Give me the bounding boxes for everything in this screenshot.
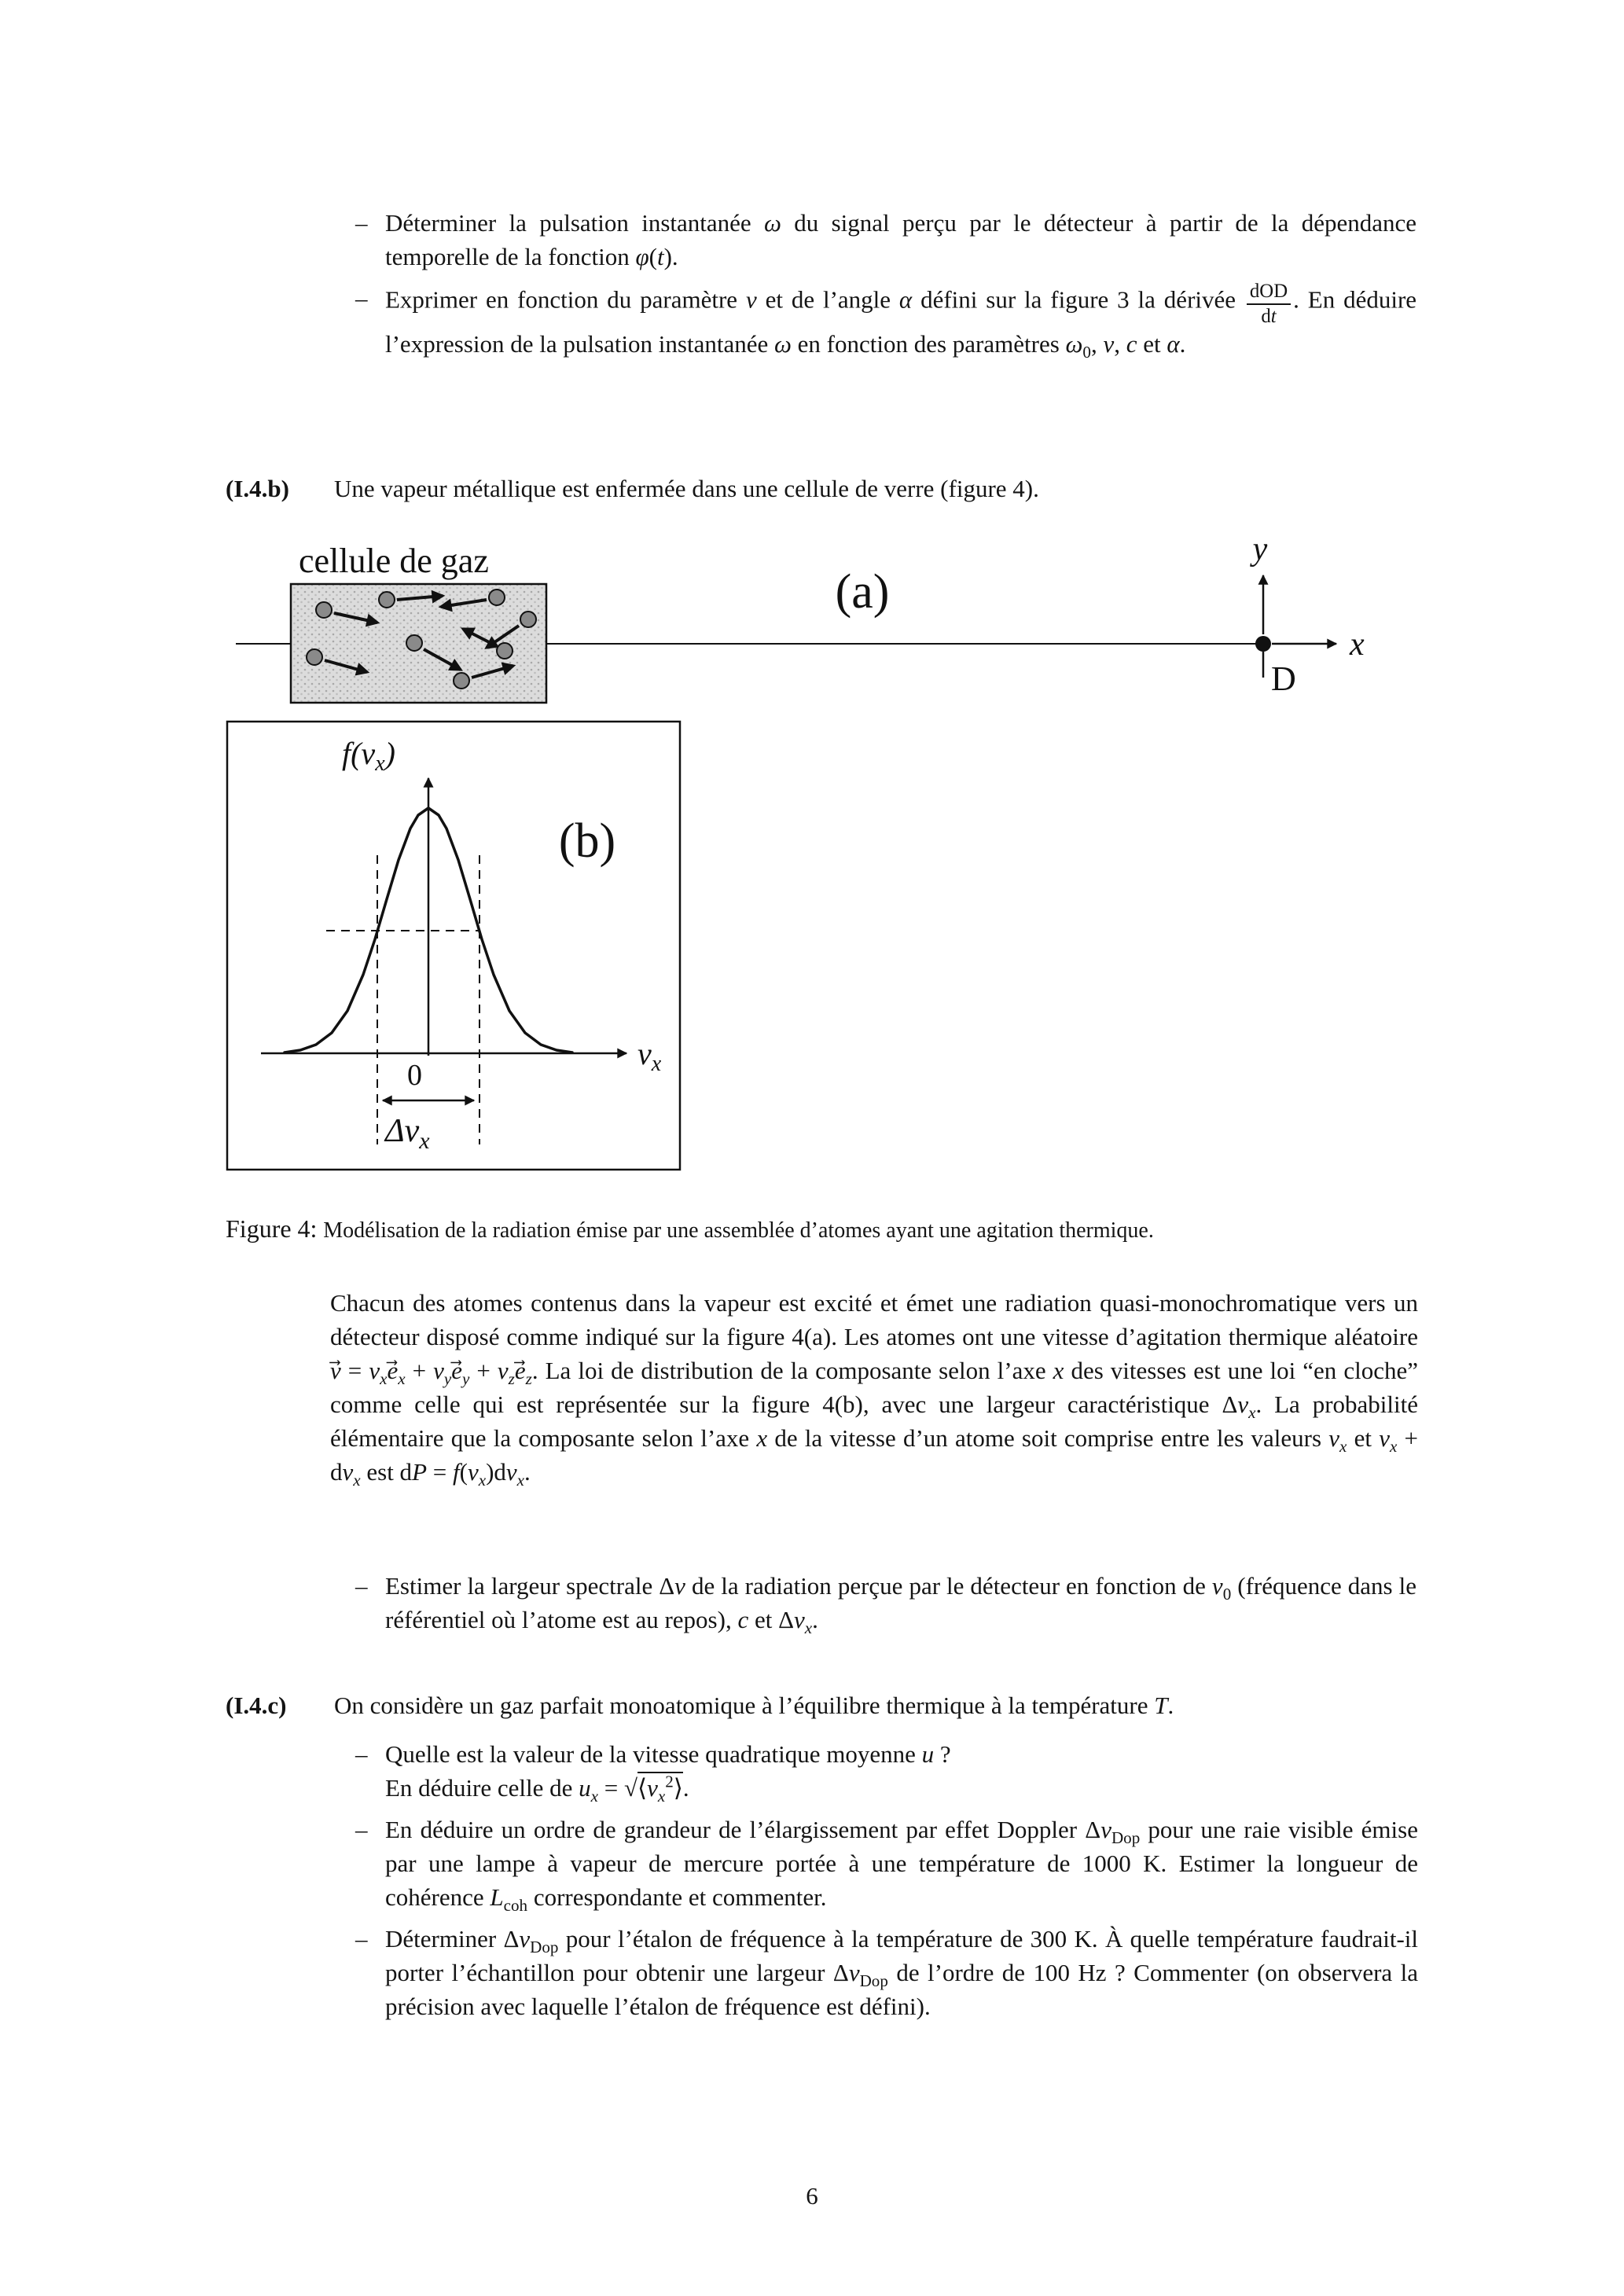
bullet-dash: – (355, 1925, 368, 1953)
atom (307, 649, 322, 665)
bullet-text: Déterminer $\Delta\nu_{Dop}$ pour l’étalon de fréquence à la température de 300 K. À quelle température faudrait-il porter l’échantillon pour obtenir une largeur $\Delta\nu_{Dop}$ de l’ordre de 100 Hz ? Commenter (on observera la précision avec laquelle l’étalon de fréquence est défini). (385, 1925, 1418, 2020)
figure-part-a-label: (a) (835, 565, 890, 619)
detector-dot (1255, 636, 1271, 652)
bullet-dash: – (355, 1740, 368, 1768)
figure-part-b-label: (b) (558, 814, 616, 868)
bullet-item (355, 1569, 1416, 1637)
c-bullet-list (355, 1737, 1418, 2023)
bullet-dash: – (355, 1572, 368, 1600)
page-number: 6 (806, 2182, 818, 2210)
bullet-item (355, 1813, 1418, 1914)
figure-caption-label: Figure 4: (226, 1214, 318, 1243)
plot-xlabel: $v_x$ (637, 1036, 662, 1076)
section-heading-I4b (226, 472, 1417, 505)
bullet-item (355, 281, 1416, 361)
section-text: On considère un gaz parfait monoatomique à l’équilibre thermique à la température T. (334, 1692, 1174, 1719)
bullet-item (355, 1922, 1418, 2023)
figure-4 (226, 541, 1383, 1181)
atom (520, 612, 536, 627)
gas-cell-label: cellule de gaz (299, 542, 489, 580)
bullet-item (355, 206, 1416, 274)
section-text: Une vapeur métallique est enfermée dans une cellule de verre (figure 4). (334, 475, 1039, 502)
y-axis-label: y (1252, 541, 1268, 568)
bullet-text: En déduire un ordre de grandeur de l’élargissement par effet Doppler $\Delta\nu_{Dop}$ pour une raie visible émise par une lampe à vapeur de mercure portée à une température de 1000 K. Estimer la longueur de cohérence $L_{coh}$ correspondante et commenter. (385, 1816, 1418, 1916)
bullet-text: Déterminer la pulsation instantanée ω du signal perçu par le détecteur à partir de la dépendance temporelle de la fonction φ(t). (385, 209, 1417, 270)
bullet-text: Exprimer en fonction du paramètre v et de l’angle α défini sur la figure 3 la dérivée $\frac{\text{dOD}}{dt}$ . En déduire l’expression de la pulsation instantanée ω en fonction des paramètres $\omega_0$, v, c et α. (385, 281, 1417, 362)
section-heading-I4c (226, 1688, 1420, 1722)
atom (316, 602, 332, 618)
bullet-text: Estimer la largeur spectrale Δν de la radiation perçue par le détecteur en fonction de $\nu_0$ (fréquence dans le référentiel où l’atome est au repos), c et $\Delta v_x$. (385, 1572, 1416, 1638)
section-label: (I.4.c) (226, 1692, 287, 1719)
figure-caption-text: Modélisation de la radiation émise par une assemblée d’atomes ayant une agitation thermique. (323, 1218, 1154, 1243)
atom (379, 592, 395, 608)
figure-caption (226, 1212, 1417, 1247)
plot-ylabel: $f(v_x)$ (342, 736, 395, 776)
atom (497, 643, 513, 659)
atom (489, 590, 505, 605)
section-label: (I.4.b) (226, 475, 289, 502)
plot-origin-label: 0 (407, 1059, 422, 1092)
bullet-dash: – (355, 209, 368, 237)
bullet-text: Quelle est la valeur de la vitesse quadratique moyenne u ? En déduire celle de $u_x$ = $√⟨v_x^2⟩$. (385, 1740, 951, 1806)
x-axis-label: x (1350, 626, 1365, 663)
atom (406, 635, 422, 651)
atom (454, 673, 469, 689)
bullet-dash: – (355, 1816, 368, 1843)
estimer-bullet-list (355, 1569, 1416, 1637)
delta-vx-label: $\Delta v_x$ (385, 1113, 430, 1154)
intro-bullet-list (355, 206, 1416, 361)
plot-frame (227, 722, 680, 1170)
bullet-item (355, 1737, 1418, 1805)
detector-label: D (1271, 659, 1296, 698)
bullet-dash: – (355, 285, 368, 312)
body-paragraph: Chacun des atomes contenus dans la vapeur est excité et émet une radiation quasi-monochromatique vers un détecteur disposé comme indiqué sur la figure 4(a). Les atomes ont une vitesse d’agitation thermique aléatoire v⃗ = $v_xe_x + v_ye_y + v_ze_z$. La loi de distribution de la composante selon l’axe x des vitesses est une loi “en cloche” comme celle qui est représentée sur la figure 4(b), avec une largeur caractéristique $\Delta v_x$. La probabilité élémentaire que la composante selon l’axe x de la vitesse d’un atome soit comprise entre les valeurs $v_x$ et $v_x + dv_x$ est dP = $f(v_x)dv_x$. (330, 1289, 1418, 1490)
